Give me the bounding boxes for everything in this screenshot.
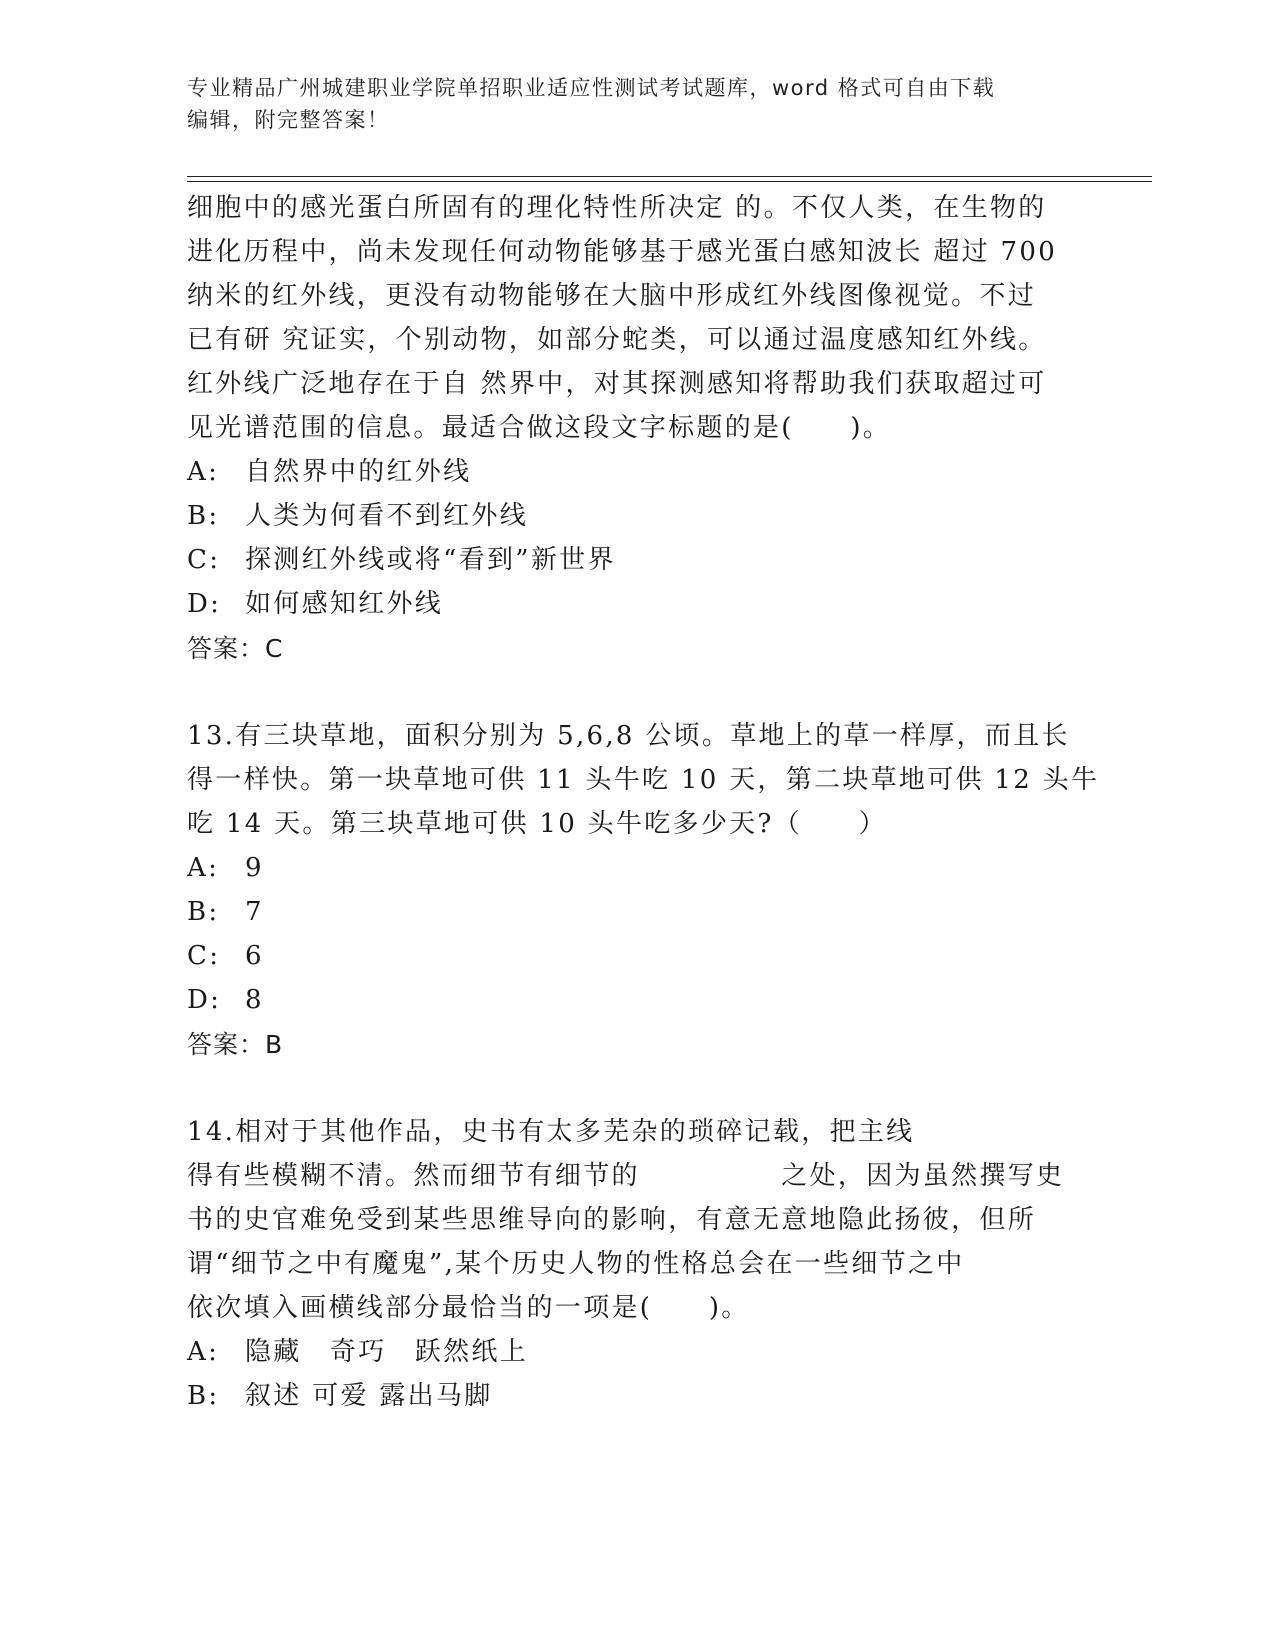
q13-option-a <box>187 853 264 883</box>
option-text: 8 <box>245 985 264 1015</box>
option-label: A: <box>187 1337 220 1367</box>
q12-text-line: 细胞中的感光蛋白所固有的理化特性所决定 的。不仅人类，在生物的 <box>187 193 1047 223</box>
option-label: D: <box>187 985 222 1015</box>
header-divider-top <box>187 176 1152 177</box>
option-text: 6 <box>245 941 264 971</box>
option-text: 9 <box>245 853 264 883</box>
q14-option-a <box>187 1337 528 1367</box>
option-label: B: <box>187 501 220 531</box>
option-text: 如何感知红外线 <box>245 589 444 619</box>
document-header <box>187 72 1067 136</box>
q14-text-line: 书的史官难免受到某些思维导向的影响，有意无意地隐此扬彼，但所 <box>187 1205 1037 1235</box>
option-label: A: <box>187 457 220 487</box>
q12-option-a <box>187 457 471 487</box>
q14-option-b <box>187 1381 493 1411</box>
q14-text-line: 14.相对于其他作品，史书有太多芜杂的琐碎记载，把主线 <box>187 1117 915 1147</box>
q13-option-c <box>187 941 264 971</box>
option-text: 人类为何看不到红外线 <box>245 501 529 531</box>
option-text: 7 <box>245 897 264 927</box>
q14-text-line: 得有些模糊不清。然而细节有细节的 之处，因为虽然撰写史 <box>187 1161 1065 1191</box>
q14-text-line: 谓“细节之中有魔鬼”,某个历史人物的性格总会在一些细节之中 <box>187 1249 965 1279</box>
q12-text-line: 进化历程中，尚未发现任何动物能够基于感光蛋白感知波长 超过 700 <box>187 237 1058 267</box>
q12-answer: 答案：C <box>187 634 284 663</box>
option-label: B: <box>187 1381 220 1411</box>
header-line-1: 专业精品广州城建职业学院单招职业适应性测试考试题库，word 格式可自由下载 <box>187 76 996 100</box>
option-label: C: <box>187 545 221 575</box>
q12-text-line: 红外线广泛地存在于自 然界中，对其探测感知将帮助我们获取超过可 <box>187 369 1047 399</box>
option-text: 探测红外线或将“看到”新世界 <box>245 545 616 575</box>
q14-text-line: 依次填入画横线部分最恰当的一项是( )。 <box>187 1293 750 1323</box>
q13-text-line: 吃 14 天。第三块草地可供 10 头牛吃多少天?（ ） <box>187 809 887 839</box>
q13-text-line: 13.有三块草地，面积分别为 5,6,8 公顷。草地上的草一样厚，而且长 <box>187 721 1070 751</box>
q12-text-line: 已有研 究证实，个别动物，如部分蛇类，可以通过温度感知红外线。 <box>187 325 1047 355</box>
q12-option-d <box>187 589 443 619</box>
q13-option-d <box>187 985 264 1015</box>
q13-option-b <box>187 897 264 927</box>
option-text: 隐藏 奇巧 跃然纸上 <box>245 1337 529 1367</box>
q12-option-c <box>187 545 616 575</box>
option-label: A: <box>187 853 220 883</box>
header-line-2: 编辑，附完整答案！ <box>187 108 390 132</box>
header-divider-bottom <box>187 181 1152 182</box>
q12-option-b <box>187 501 528 531</box>
option-text: 叙述 可爱 露出马脚 <box>245 1381 493 1411</box>
q12-text-line: 纳米的红外线，更没有动物能够在大脑中形成红外线图像视觉。不过 <box>187 281 1037 311</box>
q12-text-line: 见光谱范围的信息。最适合做这段文字标题的是( )。 <box>187 413 892 443</box>
option-label: D: <box>187 589 222 619</box>
option-label: C: <box>187 941 221 971</box>
option-label: B: <box>187 897 220 927</box>
q13-text-line: 得一样快。第一块草地可供 11 头牛吃 10 天，第二块草地可供 12 头牛 <box>187 765 1100 795</box>
option-text: 自然界中的红外线 <box>245 457 472 487</box>
q13-answer: 答案：B <box>187 1030 284 1059</box>
